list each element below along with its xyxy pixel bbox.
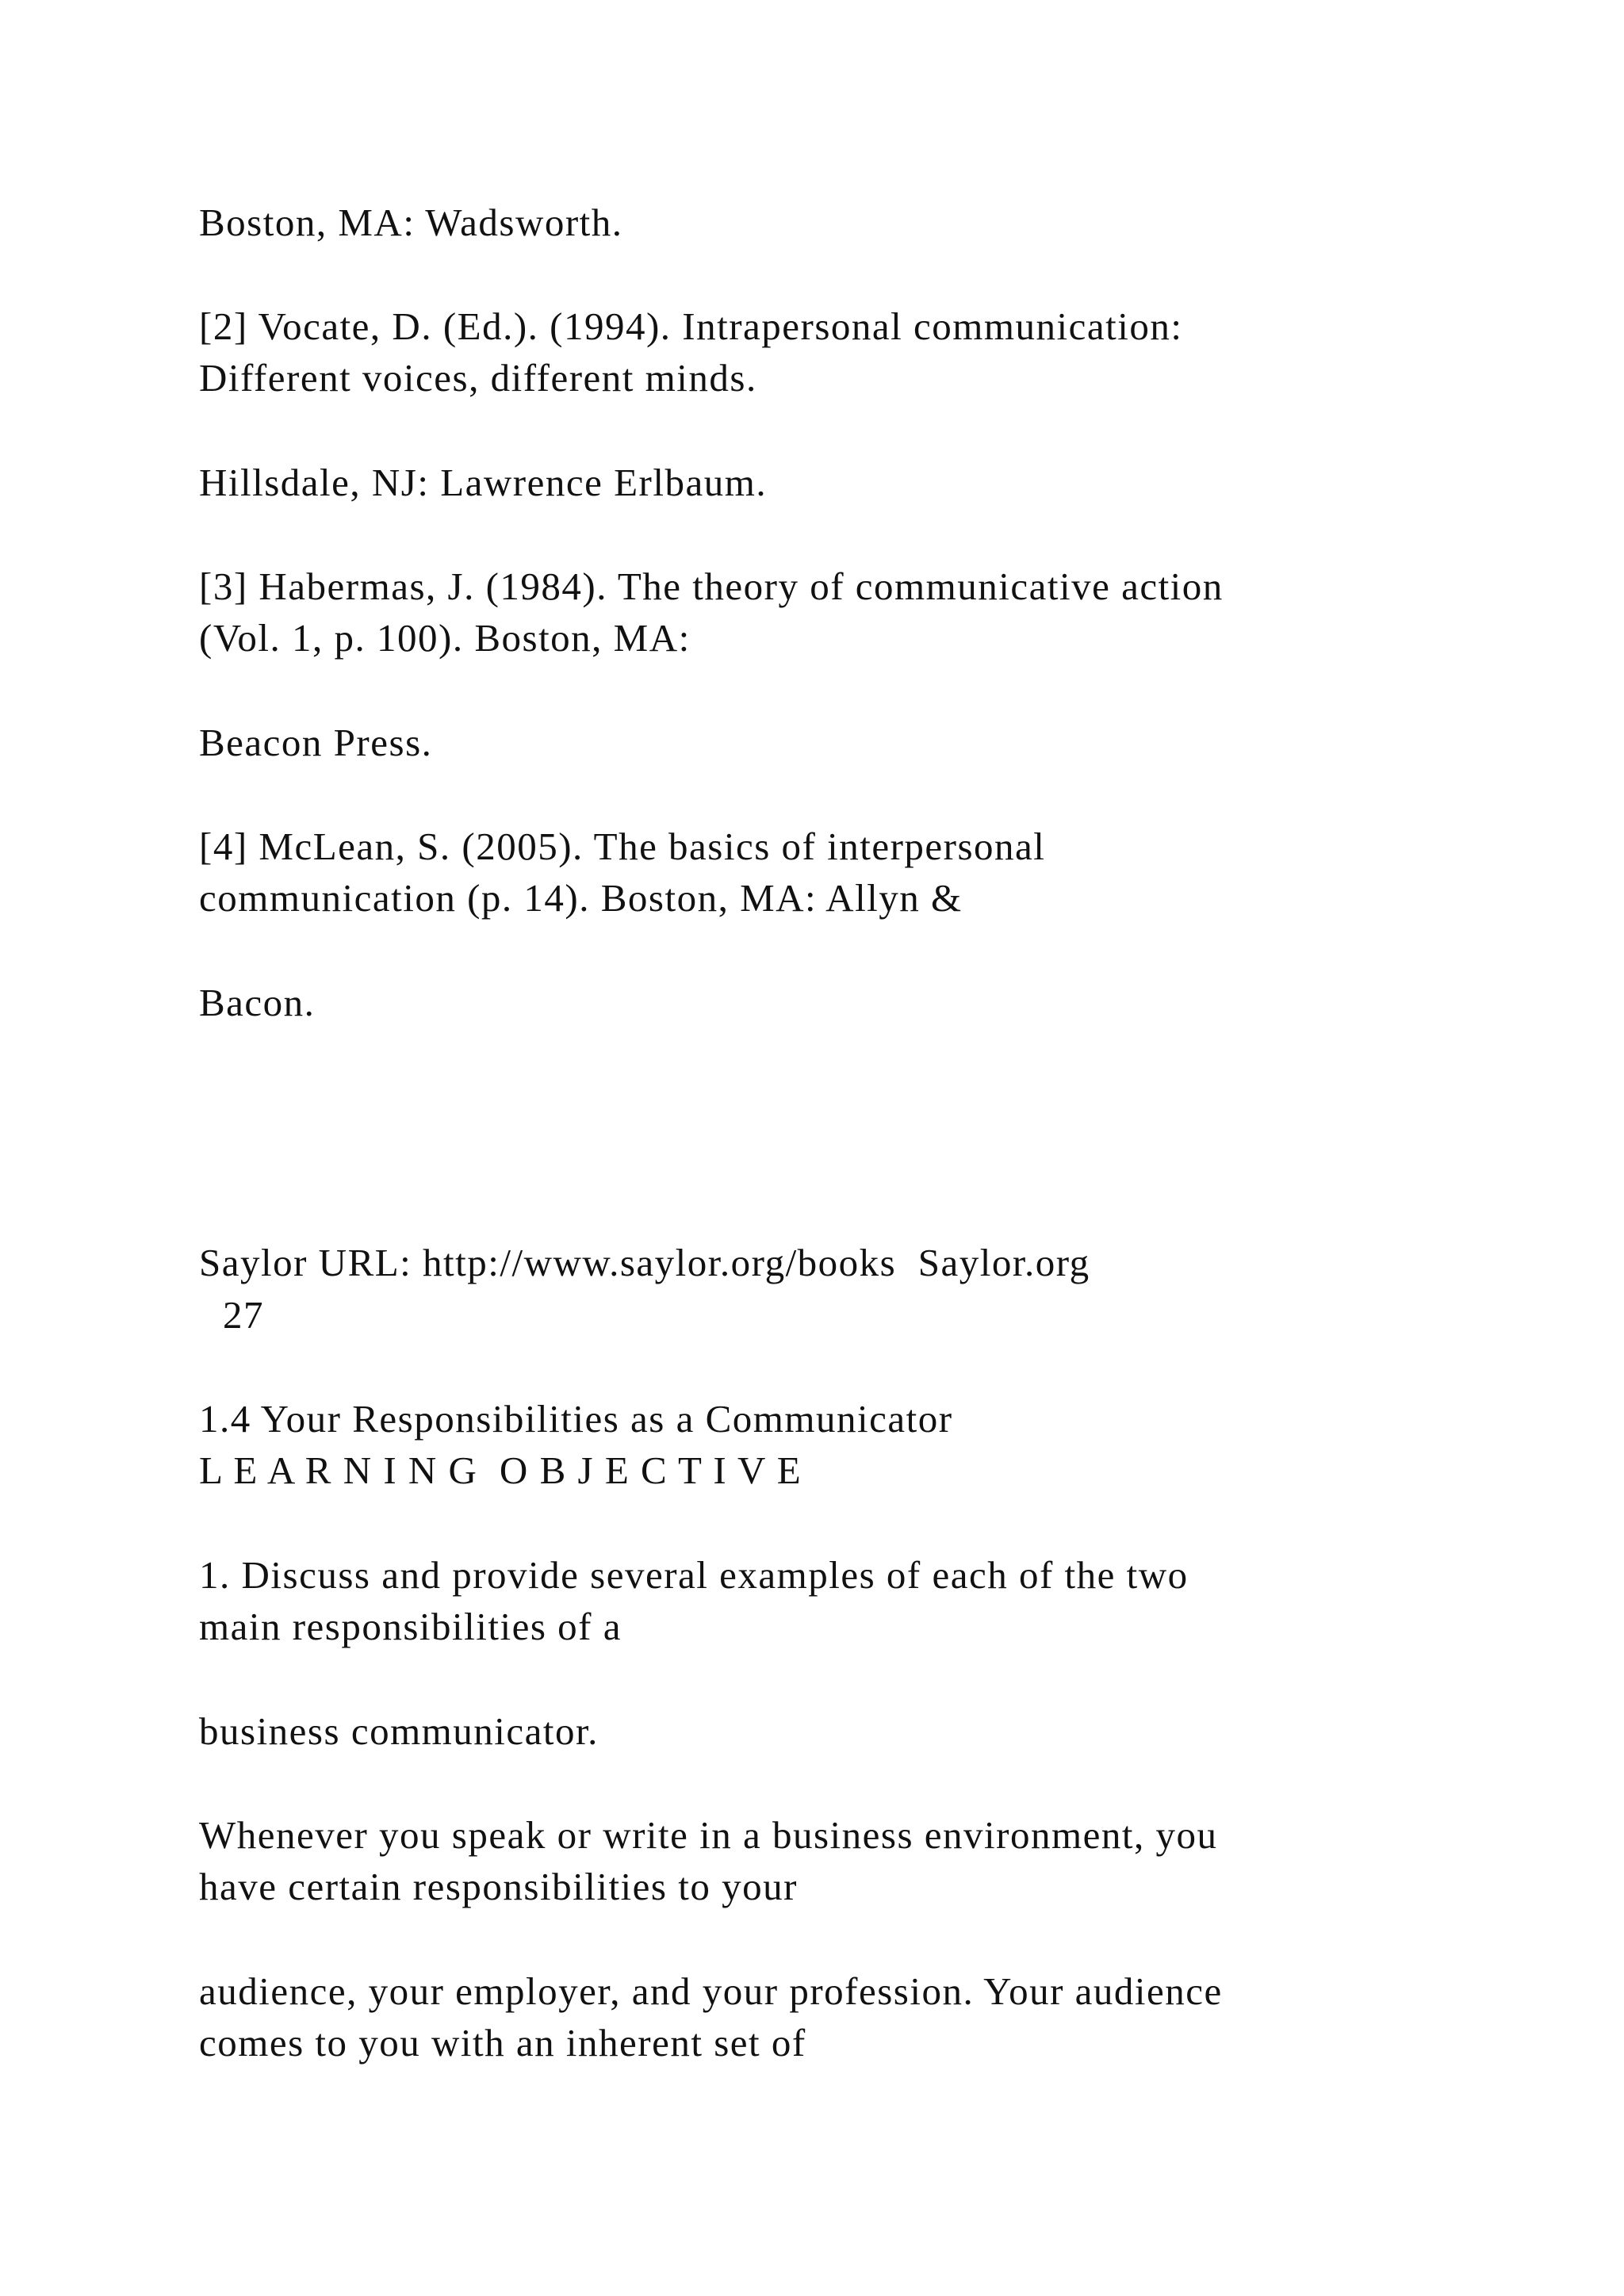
paragraph-line-4: comes to you with an inherent set of (199, 2021, 806, 2064)
learning-objective-label: L E A R N I N G O B J E C T I V E (199, 1448, 802, 1492)
objective-item-line-2: main responsibilities of a (199, 1605, 622, 1648)
reference-4-line-1: [4] McLean, S. (2005). The basics of interpersonal (199, 825, 1046, 868)
objective-item-line-1: 1. Discuss and provide several examples of each of the two (199, 1553, 1189, 1597)
paragraph-line-1: Whenever you speak or write in a business environment, you (199, 1813, 1218, 1857)
source-url-line: Saylor URL: http://www.saylor.org/books Saylor.org (199, 1241, 1090, 1284)
reference-3-line-2: (Vol. 1, p. 100). Boston, MA: (199, 616, 691, 660)
reference-2-line-2: Different voices, different minds. (199, 356, 757, 400)
objective-item-line-3: business communicator. (199, 1709, 599, 1753)
reference-4-line-3: Bacon. (199, 981, 316, 1024)
paragraph-line-3: audience, your employer, and your profession. Your audience (199, 1969, 1223, 2013)
reference-3-line-1: [3] Habermas, J. (1984). The theory of communicative action (199, 564, 1224, 608)
section-title: 1.4 Your Responsibilities as a Communicator (199, 1397, 953, 1441)
page-number: 27 (223, 1293, 264, 1337)
reference-2-line-1: [2] Vocate, D. (Ed.). (1994). Intrapersonal communication: (199, 304, 1183, 348)
paragraph-line-2: have certain responsibilities to your (199, 1865, 798, 1908)
reference-1-tail: Boston, MA: Wadsworth. (199, 201, 623, 244)
reference-2-line-3: Hillsdale, NJ: Lawrence Erlbaum. (199, 461, 768, 504)
reference-3-line-3: Beacon Press. (199, 721, 433, 764)
reference-4-line-2: communication (p. 14). Boston, MA: Allyn & (199, 876, 963, 920)
